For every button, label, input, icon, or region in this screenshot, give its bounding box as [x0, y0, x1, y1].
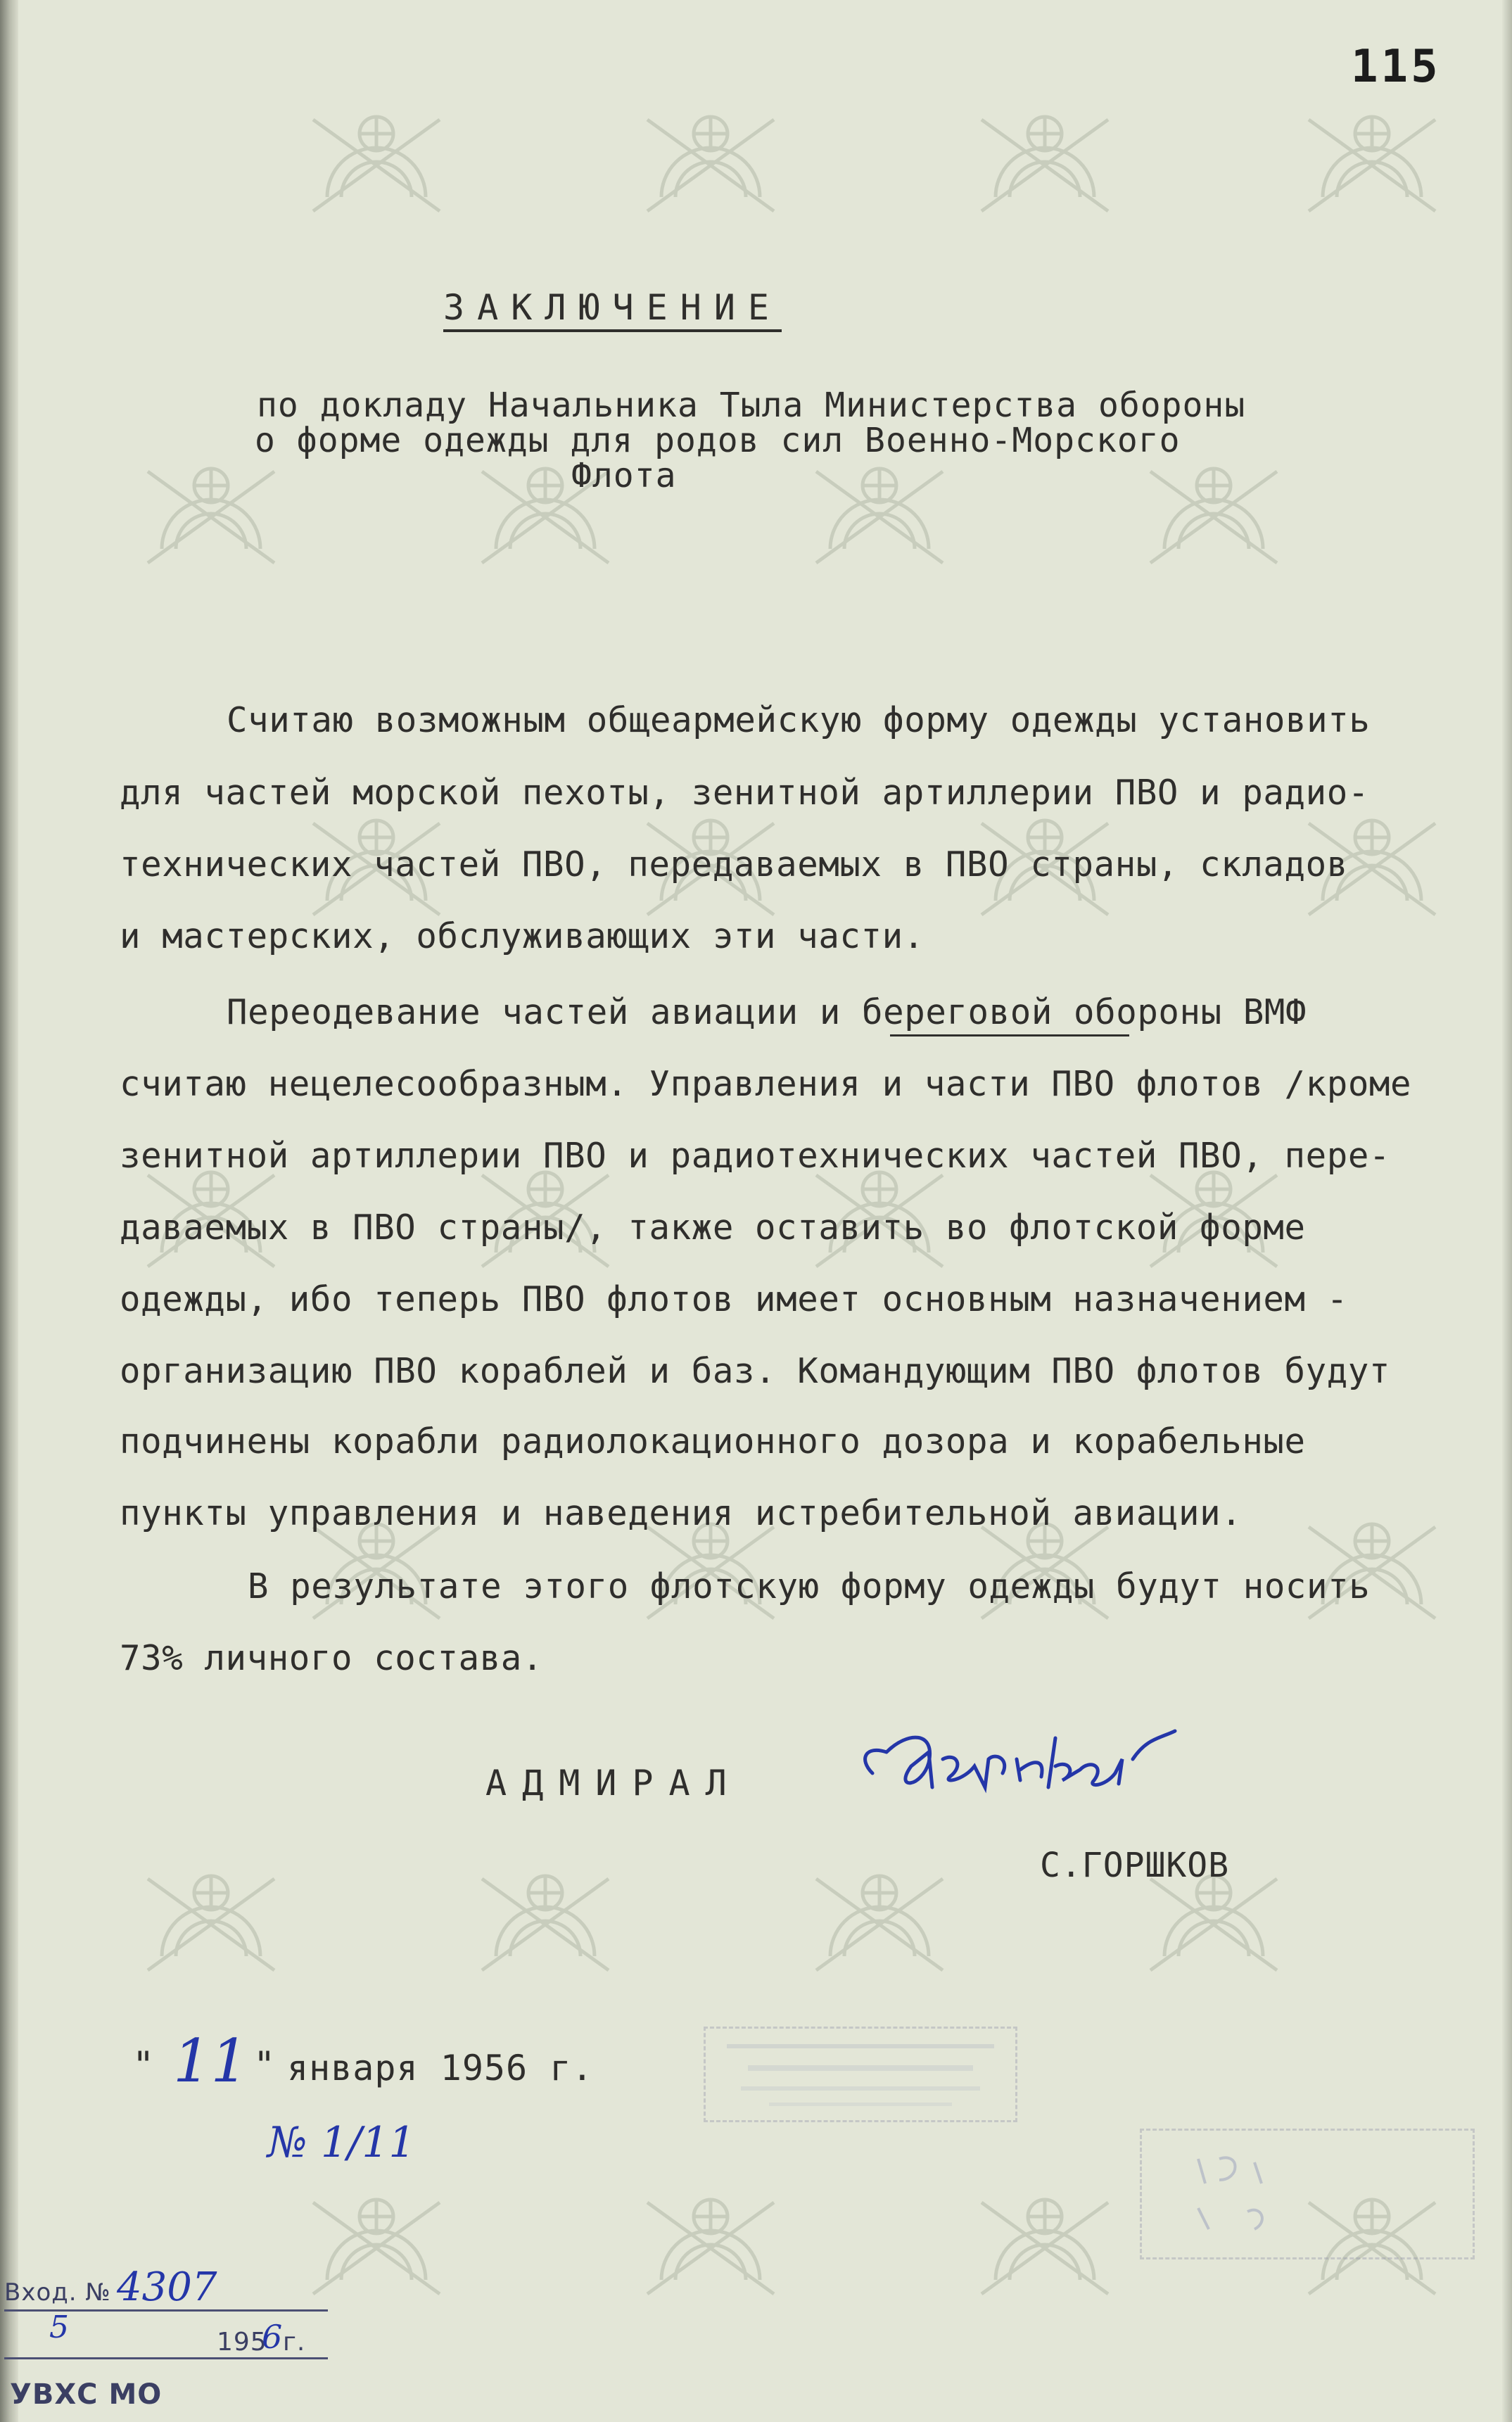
- handwritten-reference-number: № 1/11: [267, 2118, 416, 2167]
- body-line: подчинены корабли радиолокационного дозора и корабельные: [120, 1421, 1306, 1462]
- watermark-emblem: [967, 91, 1122, 225]
- handwritten-signature: [844, 1710, 1238, 1815]
- body-line: 73% личного состава.: [120, 1638, 544, 1678]
- body-line: технических частей ПВО, передаваемых в ПВО страны, складов: [120, 844, 1348, 885]
- stamp-year-handwritten: 6: [262, 2318, 283, 2356]
- date-day-handwritten: 11: [173, 2027, 248, 2096]
- watermark-emblem: [134, 443, 288, 577]
- pencil-underline: [890, 1034, 1129, 1036]
- watermark-emblem: [633, 2174, 788, 2308]
- date-open-quote: ": [132, 2044, 155, 2086]
- watermark-emblem: [802, 443, 957, 577]
- stamp-day-handwritten: 5: [49, 2309, 69, 2345]
- page-edge: [1502, 0, 1512, 2422]
- watermark-emblem: [802, 1851, 957, 1984]
- faded-registration-stamp: [704, 2027, 1017, 2122]
- page-number: 115: [1351, 41, 1441, 93]
- watermark-emblem: [1136, 443, 1291, 577]
- body-line: даваемых в ПВО страны/, также оставить во флотской форме: [120, 1207, 1306, 1248]
- body-line: Переодевание частей авиации и береговой обороны ВМФ: [227, 992, 1307, 1032]
- faded-registration-stamp: [1140, 2129, 1475, 2259]
- watermark-emblem: [1295, 91, 1449, 225]
- body-line: и мастерских, обслуживающих эти части.: [120, 916, 925, 956]
- subtitle-line: по докладу Начальника Тыла Министерства обороны: [257, 386, 1246, 425]
- stamp-label: Вход. №: [4, 2278, 111, 2307]
- document-title: ЗАКЛЮЧЕНИЕ: [443, 287, 782, 332]
- watermark-emblem: [468, 1851, 623, 1984]
- body-line: В результате этого флотскую форму одежды будут носить: [248, 1566, 1371, 1606]
- binding-edge: [0, 0, 18, 2422]
- stamp-year-print: 195: [217, 2328, 267, 2357]
- body-line: пункты управления и наведения истребительной авиации.: [120, 1493, 1243, 1533]
- watermark-emblem: [1295, 1499, 1449, 1632]
- stamp-number-handwritten: 4307: [117, 2264, 217, 2310]
- subtitle-line: о форме одежды для родов сил Военно-Морского: [255, 421, 1181, 460]
- watermark-emblem: [134, 1851, 288, 1984]
- body-line: Считаю возможным общеармейскую форму одежды установить: [227, 700, 1371, 740]
- watermark-emblem: [967, 2174, 1122, 2308]
- watermark-emblem: [299, 91, 454, 225]
- stamp-rule: [4, 2357, 328, 2359]
- body-line: зенитной артиллерии ПВО и радиотехнических частей ПВО, пере-: [120, 1136, 1391, 1176]
- date-text: января 1956 г.: [287, 2048, 594, 2088]
- signatory-name: С.ГОРШКОВ: [1040, 1846, 1230, 1885]
- body-line: считаю нецелесообразным. Управления и части ПВО флотов /кроме: [120, 1064, 1412, 1104]
- incoming-registration-stamp: [0, 2245, 331, 2422]
- body-line: одежды, ибо теперь ПВО флотов имеет основным назначением -: [120, 1279, 1348, 1319]
- body-line: организацию ПВО кораблей и баз. Командующим ПВО флотов будут: [120, 1351, 1391, 1391]
- body-line: для частей морской пехоты, зенитной артиллерии ПВО и радио-: [120, 773, 1369, 813]
- watermark-emblem: [633, 91, 788, 225]
- date-close-quote: ": [253, 2044, 277, 2086]
- signatory-rank: АДМИРАЛ: [485, 1763, 742, 1803]
- stamp-organization: УВХС МО: [10, 2378, 163, 2411]
- stamp-year-suffix: г.: [283, 2328, 306, 2357]
- subtitle-line: Флота: [571, 456, 677, 495]
